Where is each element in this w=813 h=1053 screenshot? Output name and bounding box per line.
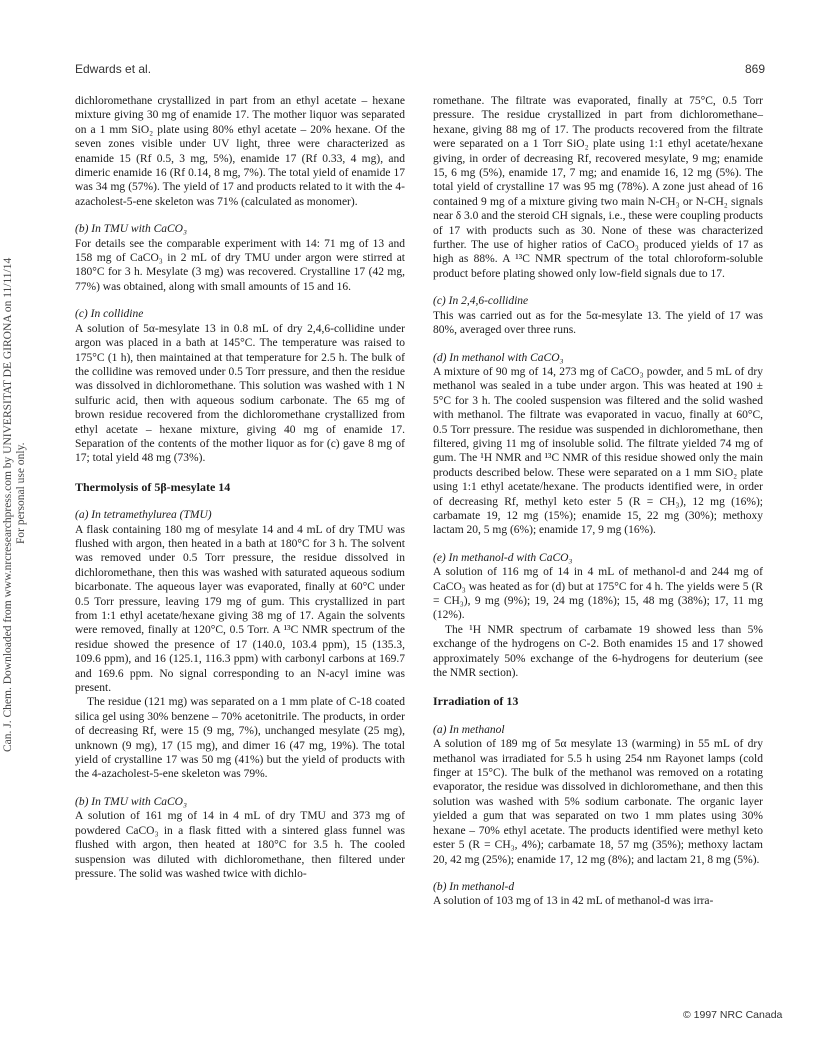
page-number: 869	[745, 62, 766, 76]
paragraph: For details see the comparable experiment with 14: 71 mg of 13 and 158 mg of CaCO₃ in 2 mL of dry TMU under argon were stirred at 180°C for 3 h. Mesylate (3 mg) was recovered. Crystalline 17 (42 mg, 77%) was obtained, along with small amounts of 15 and 16.	[75, 237, 405, 293]
subheading: (d) In methanol with CaCO₃	[433, 351, 564, 364]
download-margin-note	[2, 192, 28, 752]
section-heading: Thermolysis of 5β-mesylate 14	[75, 479, 231, 494]
paragraph: The ¹H NMR spectrum of carbamate 19 showed less than 5% exchange of the hydrogens on C-2. Both enamides 15 and 17 showed approximately 50% exchange of the 6-hydrogens for deuterium (see the NMR section).	[433, 623, 763, 680]
margin-note-line-1: Can. J. Chem. Downloaded from www.nrcresearchpress.com by UNIVERSITAT DE GIRONA on 11/11/14	[2, 257, 14, 752]
paragraph: A solution of 103 mg of 13 in 42 mL of methanol-d was irra-	[433, 895, 714, 908]
subheading: (b) In methanol-d	[433, 880, 515, 893]
copyright-notice: © 1997 NRC Canada	[683, 1009, 783, 1021]
subheading: (a) In tetramethylurea (TMU)	[75, 509, 212, 522]
subheading: (b) In TMU with CaCO₃	[75, 795, 187, 808]
paragraph: A solution of 189 mg of 5α mesylate 13 (warming) in 55 mL of dry methanol was irradiated for 5.5 h using 254 nm Rayonet lamps (cold finger at 15°C). The bulk of the methanol was removed on a rotating evaporator, the residue was dissolved in dichloromethane, and then this solution was washed with 5% sodium carbonate. The organic layer yielded a gum that was separated on two 1 mm plates using 30% hexane – 70% ethyl acetate. The products identified were methyl keto ester 5 (R = CH₃, 4%); carbamate 18, 57 mg (35%); methoxy lactam 20, 42 mg (25%); enamide 17, 12 mg (8%); and lactam 21, 8 mg (5%).	[433, 738, 763, 866]
paragraph: A flask containing 180 mg of mesylate 14 and 4 mL of dry TMU was flushed with argon, then heated in a bath at 180°C for 3 h. The solvent was removed under 0.5 Torr pressure, the residue dissolved in dichloromethane, then this was washed with saturated aqueous sodium bicarbonate. The aqueous layer was evaporated, finally at 60°C under 0.5 Torr pressure, leaving 179 mg of gum. This crystallized in part from 1:1 ethyl acetate/hexane giving 38 mg of 17. Again the solvents were removed, finally at 120°C, 0.5 Torr. A ¹³C NMR spectrum of the residue showed the presence of 17 (140.0, 103.4 ppm), 15 (135.3, 109.6 ppm), and 16 (125.1, 116.3 ppm) with carbonyl carbons at 169.7 and 169.6 ppm. No signal corresponding to an N-acyl imine was present.	[75, 523, 405, 695]
left-column	[75, 94, 405, 881]
paragraph: This was carried out as for the 5α-mesylate 13. The yield of 17 was 80%, averaged over three runs.	[433, 309, 763, 337]
margin-note-line-2: For personal use only.	[15, 442, 27, 544]
paragraph: A mixture of 90 mg of 14, 273 mg of CaCO₃ powder, and 5 mL of dry methanol was sealed in a tube under argon. This was heated at 190 ± 5°C for 3 h. The cooled suspension was filtered and the solid washed with methanol. The filtrate was evaporated in vacuo, finally at 60°C, 0.5 Torr pressure. The residue was suspended in dichloromethane, then filtered, giving 11 mg of insoluble solid. The filtrate yielded 74 mg of gum. The ¹H NMR and ¹³C NMR of this residue showed only the main products described below. These were separated on a 1 mm SiO₂ plate using 1:1 ethyl acetate/hexane. The products identified were, in order of decreasing Rf, methyl keto ester 5 (R = CH₃), 12 mg (16%); carbamate 19, 12 mg (15%); enamide 15, 22 mg (30%); methoxy lactam 20, 5 mg (6%); enamide 17, 9 mg (16%).	[433, 365, 763, 537]
right-column	[433, 94, 763, 909]
subheading: (a) In methanol	[433, 723, 505, 736]
running-head-authors: Edwards et al.	[75, 62, 152, 76]
paragraph: A solution of 161 mg of 14 in 4 mL of dry TMU and 373 mg of powdered CaCO₃ in a flask fitted with a sintered glass funnel was flushed with argon, then heated at 180°C for 3.5 h. The cooled suspension was diluted with dichloromethane, then filtered under pressure. The solid was washed twice with dichlo-	[75, 810, 405, 880]
subheading: (e) In methanol-d with CaCO₃	[433, 551, 573, 564]
subheading: (c) In 2,4,6-collidine	[433, 295, 529, 308]
paragraph: romethane. The filtrate was evaporated, finally at 75°C, 0.5 Torr pressure. The residue crystallized in part from dichloromethane–hexane, giving 88 mg of 17. The products recovered from the filtrate were separated on a 1 Torr SiO₂ plate using 1:1 ethyl acetate/hexane giving, in order of decreasing Rf, recovered mesylate, 9 mg; enamide 15, 6 mg (5%), enamide 17, 7 mg; and enamide 16, 12 mg (5%). The total yield of crystalline 17 was 95 mg (78%). A zone just ahead of 16 contained 9 mg of a mixture giving two main N-CH₃ or N-CH₂ signals near δ 3.0 and the steroid CH signals, i.e., these were coupling products of 17 with products such as 30. None of these was characterized further. The use of higher ratios of CaCO₃ produced yields of 17 as high as 88%. A ¹³C NMR spectrum of the total chloroform-soluble product before plating showed only low-field signals due to 17.	[433, 95, 763, 280]
subheading: (c) In collidine	[75, 308, 144, 321]
subheading: (b) In TMU with CaCO₃	[75, 223, 187, 236]
section-heading: Irradiation of 13	[433, 694, 519, 709]
paragraph: dichloromethane crystallized in part from an ethyl acetate – hexane mixture giving 30 mg of enamide 17. The mother liquor was separated on a 1 mm SiO₂ plate using 80% ethyl acetate – 20% hexane. Of the seven zones visible under UV light, three were characterized as enamide 15 (Rf 0.5, 3 mg, 5%), enamide 17 (Rf 0.33, 4 mg), and dimeric enamide 16 (Rf 0.14, 8 mg, 7%). The total yield of enamide 17 was 34 mg (57%). The yield of 17 and products related to it with the 4-azacholest-5-ene skeleton was 71% (calculated as monomer).	[75, 95, 405, 208]
paragraph: A solution of 116 mg of 14 in 4 mL of methanol-d and 244 mg of CaCO₃ was heated as for (d) but at 175°C for 4 h. The yields were 5 (R = CH₃), 9 mg (9%); 19, 24 mg (18%); 15, 48 mg (38%); 17, 11 mg (12%).	[433, 566, 763, 622]
paragraph: The residue (121 mg) was separated on a 1 mm plate of C-18 coated silica gel using 30% benzene – 70% acetonitrile. The products, in order of decreasing Rf, were 15 (9 mg, 7%), unchanged mesylate (25 mg), unknown (9 mg), 17 (15 mg), and dimer 16 (47 mg, 19%). The total yield of crystalline 17 was 50 mg (41%) but the yield of products with the 4-azacholest-5-ene skeleton was 79%.	[75, 696, 405, 781]
paragraph: A solution of 5α-mesylate 13 in 0.8 mL of dry 2,4,6-collidine under argon was placed in a bath at 145°C. The temperature was raised to 175°C (1 h), then maintained at that temperature for 2.5 h. The bulk of the collidine was removed under 0.5 Torr pressure, and then the residue was dissolved in dichloromethane. This solution was washed with 1 N sulfuric acid, then with aqueous sodium carbonate. The 65 mg of brown residue recovered from the dichloromethane crystallized from ethyl acetate – hexane mixture, giving 40 mg of enamide 17. Separation of the contents of the mother liquor as for (c) gave 8 mg of 17; total yield 48 mg (73%).	[75, 322, 405, 465]
